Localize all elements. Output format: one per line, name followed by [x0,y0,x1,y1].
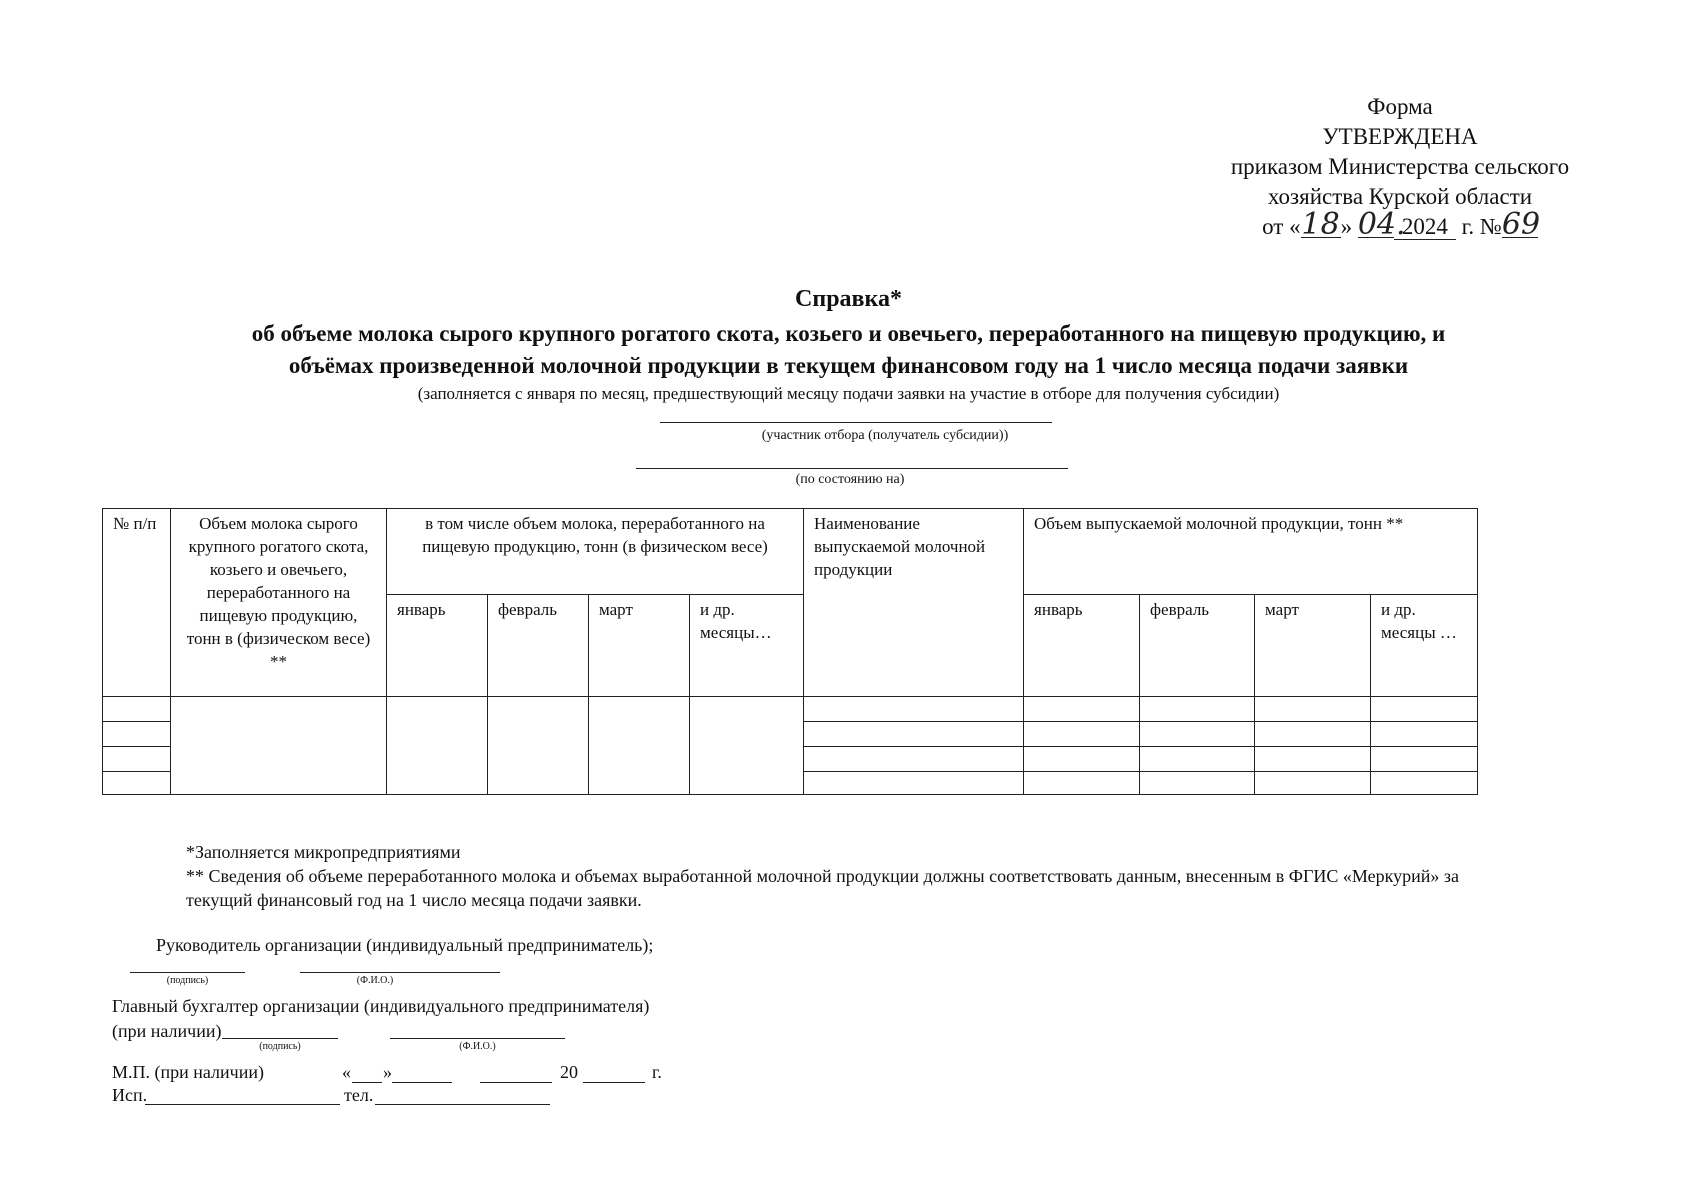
accountant-fio-caption: (Ф.И.О.) [459,1041,496,1052]
date-open-quote: « [342,1062,351,1082]
processed-feb-cell[interactable] [488,697,589,795]
header-output-volume: Объем выпускаемой молочной продукции, тонн ** [1024,509,1478,595]
accountant-label: Главный бухгалтер организации (индивидуального предпринимателя) [112,996,650,1016]
table-row [103,697,1478,795]
date-day-line[interactable] [352,1082,382,1083]
processed-mar-cell[interactable] [589,697,690,795]
output-mar-cells[interactable] [1255,697,1371,795]
header-milk-volume: Объем молока сырого крупного рогатого скота, козьего и овечьего, переработанного на пищевую продукцию, тонн в (физическом весе) ** [171,509,387,697]
month-left-other: и др. месяцы… [690,595,804,697]
participant-field-line[interactable] [660,422,1052,423]
accountant-signature-line[interactable] [222,1038,338,1039]
month-left-mar: март [589,595,690,697]
product-name-cells[interactable] [804,697,1024,795]
document-subject [0,318,1697,382]
subject-line-1: об объеме молока сырого крупного рогатого скота, козьего и овечьего, переработанного на пищевую продукцию, и [251,321,1446,346]
date-month-line[interactable] [392,1082,452,1083]
month-right-jan: январь [1024,595,1140,697]
accountant-signature-caption: (подпись) [259,1041,301,1052]
head-fio-caption: (Ф.И.О.) [356,975,394,986]
order-number: 69 [1501,207,1541,242]
num-cells[interactable] [103,697,171,795]
month-left-jan: январь [387,595,488,697]
date-year-line[interactable] [583,1082,645,1083]
head-signature-line[interactable] [130,972,245,973]
stamp-label: М.П. (при наличии) [112,1062,264,1082]
order-month: 04. [1357,207,1406,242]
order-day: 18 [1301,207,1340,242]
month-left-feb: февраль [488,595,589,697]
order-line-1: приказом Министерства сельского [1230,154,1570,179]
phone-line[interactable] [375,1104,550,1105]
header-product-name: Наименование выпускаемой молочной продукции [804,509,1024,697]
subject-line-2: объёмах произведенной молочной продукции в текущем финансовом году на 1 число месяца подачи заявки [288,353,1409,378]
quote-close: » [1340,214,1353,239]
from-prefix: от « [1262,214,1301,239]
order-year: 2024 [1394,215,1456,240]
form-label: Форма [1367,94,1433,119]
output-jan-cells[interactable] [1024,697,1140,795]
order-date-line [1120,207,1680,242]
date-month2-line[interactable] [480,1082,552,1083]
approved-label: УТВЕРЖДЕНА [1322,124,1478,149]
date-year-suffix: г. [652,1062,662,1082]
month-right-feb: февраль [1140,595,1255,697]
document-title: Справка* [795,286,902,312]
accountant-if-any: (при наличии) [112,1021,222,1041]
month-right-mar: март [1255,595,1371,697]
month-right-other: и др. месяцы … [1371,595,1478,697]
milk-volume-cell[interactable] [171,697,387,795]
head-fio-line[interactable] [300,972,500,973]
order-line-2: хозяйства Курской области [1267,184,1533,209]
executor-line[interactable] [145,1104,340,1105]
fill-note: (заполняется с января по месяц, предшествующий месяцу подачи заявки на участие в отборе для получения субсидии) [417,384,1280,403]
approval-block [1120,92,1680,242]
executor-label: Исп. [112,1085,148,1105]
participant-caption: (участник отбора (получатель субсидии)) [761,428,1009,443]
head-label: Руководитель организации (индивидуальный предприниматель); [156,935,654,955]
output-feb-cells[interactable] [1140,697,1255,795]
footnote-2-line-2: текущий финансовый год на 1 число месяца подачи заявки. [186,890,642,910]
processed-jan-cell[interactable] [387,697,488,795]
processed-other-cell[interactable] [690,697,804,795]
data-table [102,508,1478,795]
phone-label: тел. [344,1085,374,1105]
footnote-2 [186,864,1686,912]
footnote-2-line-1: ** Сведения об объеме переработанного молока и объемах выработанной молочной продукции должны соответствовать данным, внесенным в ФГИС «Меркурий» за [186,866,1459,886]
accountant-fio-line[interactable] [390,1038,565,1039]
header-num: № п/п [103,509,171,697]
footnote-1: *Заполняется микропредприятиями [186,842,461,862]
header-processed: в том числе объем молока, переработанного на пищевую продукцию, тонн (в физическом весе) [387,509,804,595]
head-signature-caption: (подпись) [166,975,209,986]
as-of-field-line[interactable] [636,468,1068,469]
date-year-prefix: 20 [560,1062,578,1082]
as-of-caption: (по состоянию на) [795,472,905,487]
date-close-quote: » [383,1062,392,1082]
output-other-cells[interactable] [1371,697,1478,795]
year-suffix: г. № [1461,214,1502,239]
